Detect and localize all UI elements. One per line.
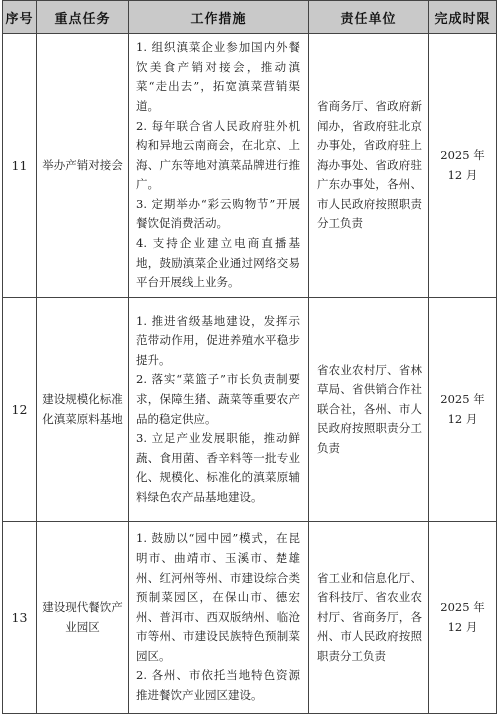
header-row — [3, 1, 497, 34]
row-deadline — [429, 522, 497, 714]
row-seq: 12 — [3, 298, 37, 522]
header-measures: 工作措施 — [129, 1, 309, 34]
measure-item: 1. 组织滇菜企业参加国内外餐饮美食产销对接会，推动滇菜“走出去”，拓宽滇菜营销渠道。 — [136, 40, 300, 113]
measure-item: 2. 落实“菜篮子”市长负责制要求，保障生猪、蔬菜等重要农产品的稳定供应。 — [136, 372, 300, 426]
measure-item: 2. 各州、市依托当地特色资源推进餐饮产业园区建设。 — [136, 668, 300, 703]
deadline-year: 2025 年 — [440, 391, 485, 406]
measure-item: 2. 每年联合省人民政府驻外机构和异地云南商会，在北京、上海、广东等地对滇菜品牌进行推广。 — [136, 118, 300, 192]
row-deadline — [429, 34, 497, 298]
measure-item: 1. 鼓励以“园中园”模式，在昆明市、曲靖市、玉溪市、楚雄州、红河州等州、市建设综合类预制菜园区，在保山市、德宏州、普洱市、西双版纳州、临沧市等州、市建设民族特色预制菜园区。 — [136, 531, 300, 663]
deadline-month: 12 月 — [447, 411, 478, 426]
row-unit: 省工业和信息化厅、省科技厅、省农业农村厅、省商务厅，各州、市人民政府按照职责分工负责 — [309, 522, 429, 714]
deadline-year: 2025 年 — [440, 599, 485, 614]
header-unit: 责任单位 — [309, 1, 429, 34]
deadline-year: 2025 年 — [440, 147, 485, 162]
deadline-month: 12 月 — [447, 167, 478, 182]
measure-item: 3. 立足产业发展职能，推动鲜蔬、食用菌、香辛料等一批专业化、规模化、标准化的滇菜原辅料绿色农产品基地建设。 — [136, 431, 300, 504]
row-measures — [129, 34, 309, 298]
row-measures — [129, 298, 309, 522]
row-seq: 13 — [3, 522, 37, 714]
table-row — [3, 522, 497, 714]
table-row — [3, 298, 497, 522]
row-task: 建设现代餐饮产业园区 — [37, 522, 129, 714]
row-deadline — [429, 298, 497, 522]
header-task: 重点任务 — [37, 1, 129, 34]
deadline-month: 12 月 — [447, 619, 478, 634]
row-task: 举办产销对接会 — [37, 34, 129, 298]
row-task: 建设规模化标准化滇菜原料基地 — [37, 298, 129, 522]
table-row — [3, 34, 497, 298]
row-unit: 省商务厅、省政府新闻办，省政府驻北京办事处，省政府驻上海办事处、省政府驻广东办事处，各州、市人民政府按照职责分工负责 — [309, 34, 429, 298]
task-table — [2, 0, 497, 714]
header-deadline: 完成时限 — [429, 1, 497, 34]
measure-item: 4. 支持企业建立电商直播基地，鼓励滇菜企业通过网络交易平台开展线上业务。 — [136, 236, 300, 290]
row-seq: 11 — [3, 34, 37, 298]
row-measures — [129, 522, 309, 714]
row-unit: 省农业农村厅、省林草局、省供销合作社联合社，各州、市人民政府按照职责分工负责 — [309, 298, 429, 522]
measure-item: 3. 定期举办“彩云购物节”开展餐饮促消费活动。 — [136, 196, 300, 231]
header-seq: 序号 — [3, 1, 37, 34]
measure-item: 1. 推进省级基地建设，发挥示范带动作用，促进养殖水平稳步提升。 — [136, 313, 300, 367]
